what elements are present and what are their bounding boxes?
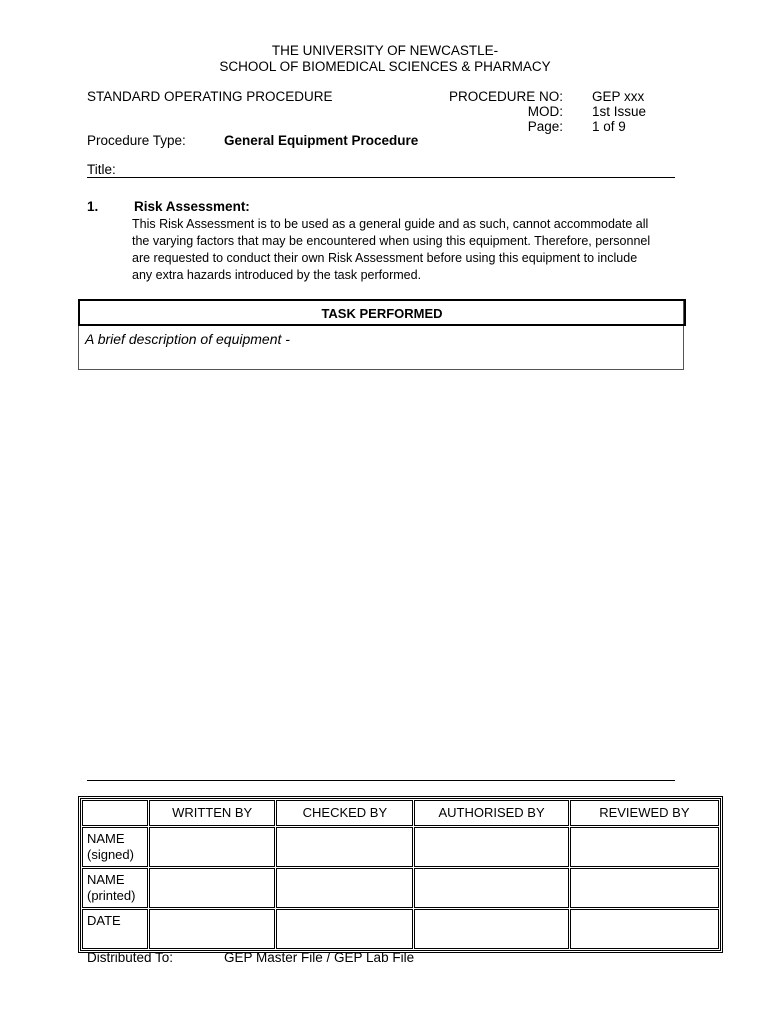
col-reviewed-by: REVIEWED BY [570, 800, 719, 826]
procedure-type-label: Procedure Type: [87, 133, 186, 148]
procedure-no-label: PROCEDURE NO: [448, 89, 563, 104]
section-number: 1. [87, 199, 99, 214]
signed-reviewed-cell[interactable] [570, 827, 719, 867]
title-underline [87, 177, 675, 178]
risk-paragraph [132, 216, 692, 284]
page-value: 1 of 9 [592, 119, 626, 134]
footer-divider [87, 780, 675, 781]
signed-checked-cell[interactable] [276, 827, 413, 867]
date-authorised-cell[interactable] [414, 909, 568, 949]
mod-label: MOD: [527, 104, 563, 119]
risk-line: the varying factors that may be encountered when using this equipment. Therefore, personnel [132, 234, 651, 248]
row-label-line: NAME [87, 831, 125, 846]
table-row [82, 909, 719, 949]
signed-written-cell[interactable] [149, 827, 276, 867]
task-performed-box [78, 299, 684, 370]
sop-title: STANDARD OPERATING PROCEDURE [87, 89, 333, 104]
risk-line: This Risk Assessment is to be used as a general guide and as such, cannot accommodate all [132, 217, 649, 231]
risk-line: are requested to conduct their own Risk Assessment before using this equipment to include [132, 251, 638, 265]
row-label-name-signed [82, 827, 148, 867]
col-written-by: WRITTEN BY [149, 800, 276, 826]
signoff-table [78, 796, 723, 953]
risk-line: any extra hazards introduced by the task performed. [132, 268, 422, 282]
page-label: Page: [527, 119, 563, 134]
distributed-to-value: GEP Master File / GEP Lab File [224, 950, 415, 965]
school-name: SCHOOL OF BIOMEDICAL SCIENCES & PHARMACY [219, 59, 551, 74]
procedure-no-value: GEP xxx [592, 89, 645, 104]
distributed-to-label: Distributed To: [87, 950, 174, 965]
table-row [82, 868, 719, 908]
date-reviewed-cell[interactable] [570, 909, 719, 949]
task-performed-heading: TASK PERFORMED [78, 299, 686, 326]
printed-reviewed-cell[interactable] [570, 868, 719, 908]
task-description[interactable]: A brief description of equipment - [85, 331, 290, 347]
title-label: Title: [87, 162, 116, 177]
mod-value: 1st Issue [592, 104, 647, 119]
date-checked-cell[interactable] [276, 909, 413, 949]
printed-checked-cell[interactable] [276, 868, 413, 908]
row-label-line: DATE [87, 913, 121, 928]
row-label-line: NAME [87, 872, 125, 887]
row-label-date [82, 909, 148, 949]
signoff-header-row [82, 800, 719, 826]
signed-authorised-cell[interactable] [414, 827, 568, 867]
section-heading: Risk Assessment: [134, 199, 250, 214]
row-label-line: (printed) [87, 888, 136, 903]
row-label-line: (signed) [87, 847, 134, 862]
procedure-type-value: General Equipment Procedure [224, 133, 419, 148]
institution-name: THE UNIVERSITY OF NEWCASTLE- [271, 43, 499, 58]
row-label-name-printed [82, 868, 148, 908]
printed-written-cell[interactable] [149, 868, 276, 908]
date-written-cell[interactable] [149, 909, 276, 949]
printed-authorised-cell[interactable] [414, 868, 568, 908]
col-checked-by: CHECKED BY [276, 800, 413, 826]
table-row [82, 827, 719, 867]
col-authorised-by: AUTHORISED BY [414, 800, 568, 826]
signoff-corner-cell [82, 800, 148, 826]
